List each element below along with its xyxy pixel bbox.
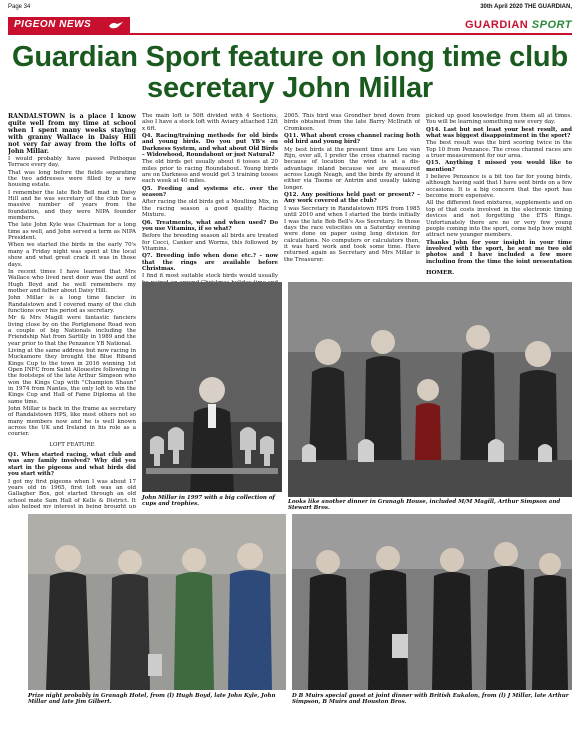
section-tag bbox=[8, 17, 130, 33]
question: Q7. Breeding info when done etc.? – now that the rings are available before Christmas. bbox=[142, 253, 278, 272]
page-number: Page 34 bbox=[8, 4, 31, 10]
paragraph: John Millar is back in the frame as secretary of Randalstown HPS, like most others not so many members now and he is well known across the UK and Ireland in his role as a courier. bbox=[8, 406, 136, 438]
caption-photo-1: John Millar in 1997 with a big collection of cups and trophies. bbox=[142, 495, 275, 508]
article-column-4 bbox=[426, 113, 572, 263]
paragraph: John Millar is a long time fancier in Randalstown and I covered many of the club functions over his period as secretary. bbox=[8, 295, 136, 314]
photo-trophies bbox=[142, 282, 282, 492]
paragraph: In recent times I have learned that Mrs Wallace who lived next door was the aunt of Hugh Boyd and he well remembers my mother and father about Daisy Hill. bbox=[8, 268, 136, 294]
answer: All the different feed mixtures, supplements and on top of that costs involved in the electronic timing devices and not forgetting the ETS Rings. Unfortunately there are no or very few young people coming into the sport, come help how might attract new younger members. bbox=[426, 200, 572, 239]
pigeon-icon bbox=[108, 20, 124, 30]
paragraph: Living at the same address but now racing in Muckamore they brought the Blue Riband Kings Cup to the town in 2016 winning 1st Open INFC from Saint Allouestre following in the footsteps of the late Arthur Simpson who won the Kings Cup with "Champion Shaun" in 1974 from Nantes, the only loft to win the Kings Cup and Hall of Fame Diploma at the same time. bbox=[8, 347, 136, 405]
article-column-3 bbox=[284, 113, 420, 263]
photo-special-guest bbox=[292, 514, 572, 690]
lead-paragraph: RANDALSTOWN is a place I know quite well from my time at school when I spent many weeks staying with granny Wallace in Daisy Hill not very far away from the lofts of John Millar. bbox=[8, 113, 136, 155]
question: Q6. Treatments, what and when used? Do you use Vitamins, if so what? bbox=[142, 219, 278, 232]
answer: My best birds at the present time are Leo van Rijn, over all, I prefer the cross channel racing because of location the wind is at a dis-advantage inland because we are measured across Lough Neagh, and the birds fly around it either via Toome or Antrim and usually taking longer. bbox=[284, 146, 420, 191]
answer: The old birds get usually about 6 tosses at 20 miles prior to racing Roundabout. Young birds are on Darkness and would get 3 training tosses each week at 40 miles. bbox=[142, 159, 278, 185]
question: Q5. Feeding and systems etc. over the season? bbox=[142, 185, 278, 199]
caption-photo-3: Prize night probably in Granagh Hotel, from (l) Hugh Boyd, late John Kyle, John Millar and late Jim Gilbert. bbox=[28, 693, 276, 706]
answer: After racing the old birds get a Moulting Mix, in the racing season a good quality Racing Mixture. bbox=[142, 199, 278, 219]
caption-photo-4: D B Muirs special guest at joint dinner with British Eukalon, from (l) J Millar, late Arthur Simpson, B Muirs and Houston Bros. bbox=[292, 693, 569, 706]
brand-sub: SPORT bbox=[531, 19, 572, 31]
col1-paragraphs bbox=[8, 156, 136, 438]
answer: I believe Penzance is a bit too far for young birds, although having said that I have sent birds on a few occasions. It is a big concern that the sport has become more expensive. bbox=[426, 174, 572, 200]
question: Q15. Anything I missed you would like to mention? bbox=[426, 160, 572, 173]
paragraph: I remember the late Bob Bell mad in Daisy Hill and he was secretary of the club for a massive number of years from the foundation, and they were NIPA founder members. bbox=[8, 189, 136, 222]
question: Q11. What about cross channel racing both old bird and young bird? bbox=[284, 133, 420, 146]
date-paper: 30th April 2020 THE GUARDIAN, bbox=[480, 4, 572, 10]
question: Q1. When started racing, what club and was any family involved? Why did you start in the pigeons and what birds did you start with? bbox=[8, 452, 136, 478]
paragraph: When we started the birds in the early 70's many a Friday night was spent at the local show and what great crack it was in those days. bbox=[8, 242, 136, 268]
question: Q14. Last but not least your best result, and what was biggest disappointment in the sport? bbox=[426, 126, 572, 140]
brand-logo bbox=[465, 19, 572, 31]
answer: Before the breeding season all birds are treated for Cocci, Canker and Worms, this followed by Vitamins. bbox=[142, 233, 278, 252]
article-column-1 bbox=[8, 113, 136, 508]
answer: The best result was the bird scoring twice in the Top 10 from Penzance. The cross channel races are a truer measurement for our area. bbox=[426, 140, 572, 160]
photo-prize-night bbox=[28, 514, 286, 690]
sign-off: HOMER. bbox=[426, 270, 455, 276]
paragraph: The late John Kyle was Chairman for a long time as well, and John served a term as NIPA President. bbox=[8, 222, 136, 242]
answer: I was Secretary in Randalstown HPS from 1985 until 2010 and when I started the birds initially I was the late Bob Bell's Ass Secretary. In those days the race velocities on a Saturday evening were done on paper using long division for calculations. No computers or calculators then, it was hard work and took some time. Have returned again as Secretary and Mrs Millar is the Treasurer. bbox=[284, 205, 420, 263]
headline: Guardian Sport feature on long time club secretary John Millar bbox=[12, 41, 568, 104]
question: Q12. Any positions held past or present? – Any work covered at the club? bbox=[284, 192, 420, 205]
answer: The main loft is 50ft divided with 4 Sections, also I have a stock loft with Aviary attached 12ft x 6ft. bbox=[142, 113, 278, 132]
top-line bbox=[8, 4, 572, 14]
paragraph: Mr & Mrs Magill were fantastic fanciers living close by on the Portglenone Road won a couple of big Nationals including the Friendship Nat from Sartilly in 1989 and the year prior to that the Penzance YB National. bbox=[8, 315, 136, 347]
answer: I find it most suitable stock birds would usually bbox=[142, 273, 278, 280]
answer: I got my first pigeons when I was about 17 years old in 1965, first loft was an old Gallagher Box, got started through an old school mate Sam Hall of Kells & District. It also helped my interest in being brought up bbox=[8, 478, 136, 508]
paragraph: I would probably have passed Pethoque Terrace every day. bbox=[8, 156, 136, 169]
paragraph: That was long before the fields separating the two addresses were filled by a new housing estate. bbox=[8, 169, 136, 189]
answer: 2005. This bird was Grondher bred down from birds obtained from the late Barry McIlrath of Cromkeen. bbox=[284, 113, 420, 132]
section-tag-label: PIGEON NEWS bbox=[14, 19, 92, 30]
col1-qa bbox=[8, 452, 136, 508]
brand-main: GUARDIAN bbox=[464, 19, 529, 31]
caption-photo-2: Looks like another dinner in Granagh House, included M/M Magill, Arthur Simpson and Stewart Bros. bbox=[288, 499, 561, 512]
subhead: LOFT FEATURE bbox=[49, 441, 95, 448]
question: Q4. Racing/training methods for old birds and young birds. Do you put YB's on Darkness System, and what about Old Birds – Widowhood, Roundabout or just Natural? bbox=[142, 133, 278, 159]
answer: Thanks John for your insight in your time involved with the sport, he sent me two old photos and I have included a few more including from the time the joint presentation bbox=[426, 239, 572, 263]
answer: picked up good knowledge from them all at times. You will be learning something new every day. bbox=[426, 113, 572, 126]
section-bar bbox=[8, 17, 572, 35]
photo-dinner-group bbox=[288, 282, 572, 497]
